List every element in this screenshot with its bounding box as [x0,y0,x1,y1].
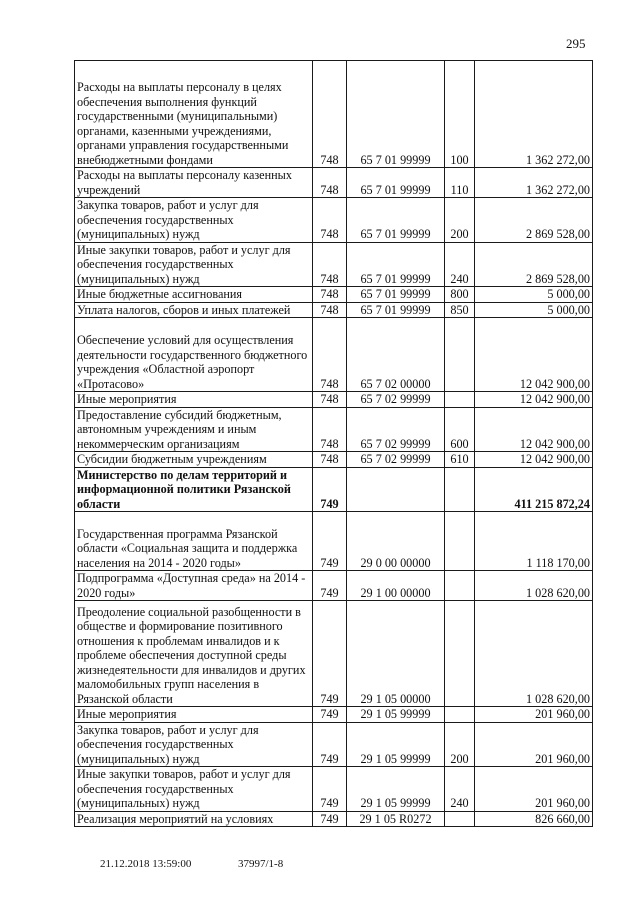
row-name: Иные мероприятия [75,392,313,408]
row-amount: 1 028 620,00 [475,601,593,707]
table-row [75,722,593,767]
row-amount: 5 000,00 [475,287,593,303]
row-name: Закупка товаров, работ и услуг для обеспечения государственных (муниципальных) нужд [75,198,313,243]
row-name: Министерство по делам территорий и информационной политики Рязанской области [75,467,313,512]
row-grbs-code: 749 [313,811,347,827]
row-amount: 201 960,00 [475,707,593,723]
row-amount: 826 660,00 [475,811,593,827]
row-amount: 201 960,00 [475,767,593,812]
row-target-article: 65 7 01 99999 [347,287,445,303]
row-grbs-code: 749 [313,601,347,707]
row-expense-type: 200 [445,198,475,243]
row-target-article: 65 7 01 99999 [347,198,445,243]
row-amount: 12 042 900,00 [475,407,593,452]
row-name: Государственная программа Рязанской области «Социальная защита и поддержка населения на 2014 - 2020 годы» [75,512,313,571]
footer-timestamp: 21.12.2018 13:59:00 [100,858,192,870]
table-row [75,512,593,571]
row-name: Иные мероприятия [75,707,313,723]
row-amount: 12 042 900,00 [475,318,593,392]
row-expense-type: 610 [445,452,475,468]
row-target-article: 29 0 00 00000 [347,512,445,571]
row-grbs-code: 749 [313,512,347,571]
row-grbs-code: 748 [313,242,347,287]
row-grbs-code: 748 [313,198,347,243]
row-expense-type: 800 [445,287,475,303]
row-name: Закупка товаров, работ и услуг для обеспечения государственных (муниципальных) нужд [75,722,313,767]
row-expense-type [445,601,475,707]
row-name: Уплата налогов, сборов и иных платежей [75,302,313,318]
row-grbs-code: 749 [313,571,347,601]
row-target-article: 29 1 05 99999 [347,767,445,812]
row-expense-type: 240 [445,242,475,287]
table-row [75,571,593,601]
table-row [75,287,593,303]
row-expense-type: 100 [445,61,475,168]
row-grbs-code: 748 [313,168,347,198]
row-amount: 411 215 872,24 [475,467,593,512]
row-grbs-code: 749 [313,767,347,812]
row-amount: 201 960,00 [475,722,593,767]
row-grbs-code: 748 [313,452,347,468]
row-amount: 5 000,00 [475,302,593,318]
row-target-article: 29 1 00 00000 [347,571,445,601]
row-target-article: 65 7 02 99999 [347,407,445,452]
row-name: Иные бюджетные ассигнования [75,287,313,303]
row-target-article: 65 7 01 99999 [347,61,445,168]
row-amount: 12 042 900,00 [475,452,593,468]
table-row [75,168,593,198]
table-row [75,242,593,287]
row-target-article [347,467,445,512]
row-expense-type [445,571,475,601]
row-expense-type: 110 [445,168,475,198]
table-row [75,392,593,408]
budget-table [74,60,593,827]
row-expense-type [445,811,475,827]
row-amount: 1 118 170,00 [475,512,593,571]
row-amount: 12 042 900,00 [475,392,593,408]
row-name: Расходы на выплаты персоналу казенных учреждений [75,168,313,198]
row-target-article: 65 7 02 00000 [347,318,445,392]
row-target-article: 65 7 01 99999 [347,242,445,287]
row-grbs-code: 749 [313,467,347,512]
page-number: 295 [566,36,586,51]
table-row [75,198,593,243]
table-row [75,407,593,452]
row-name: Подпрограмма «Доступная среда» на 2014 - 2020 годы» [75,571,313,601]
table-row [75,467,593,512]
table-row [75,811,593,827]
row-amount: 2 869 528,00 [475,242,593,287]
row-grbs-code: 748 [313,61,347,168]
row-grbs-code: 749 [313,722,347,767]
table-row [75,61,593,168]
row-grbs-code: 749 [313,707,347,723]
row-target-article: 29 1 05 00000 [347,601,445,707]
row-expense-type [445,392,475,408]
row-name: Преодоление социальной разобщенности в обществе и формирование позитивного отношения к проблемам инвалидов и к проблеме обеспечения доступной среды жизнедеятельности для инвалидов и других маломобильных групп населения в Рязанской области [75,601,313,707]
row-grbs-code: 748 [313,287,347,303]
row-target-article: 65 7 02 99999 [347,392,445,408]
row-name: Иные закупки товаров, работ и услуг для обеспечения государственных (муниципальных) нужд [75,242,313,287]
row-expense-type: 240 [445,767,475,812]
row-name: Расходы на выплаты персоналу в целях обеспечения выполнения функций государственными (муниципальными) органами, казенными учреждениями, органами управления государственными внебюджетными фондами [75,61,313,168]
row-amount: 1 362 272,00 [475,61,593,168]
footer-doc-code: 37997/1-8 [238,858,284,870]
table-row [75,767,593,812]
row-name: Обеспечение условий для осуществления деятельности государственного бюджетного учреждения «Областной аэропорт «Протасово» [75,318,313,392]
row-name: Предоставление субсидий бюджетным, автономным учреждениям и иным некоммерческим организациям [75,407,313,452]
table-row [75,318,593,392]
row-expense-type: 600 [445,407,475,452]
row-grbs-code: 748 [313,392,347,408]
row-target-article: 29 1 05 R0272 [347,811,445,827]
table-row [75,707,593,723]
row-target-article: 65 7 02 99999 [347,452,445,468]
row-target-article: 29 1 05 99999 [347,707,445,723]
row-name: Реализация мероприятий на условиях [75,811,313,827]
row-grbs-code: 748 [313,318,347,392]
row-target-article: 65 7 01 99999 [347,168,445,198]
row-name: Субсидии бюджетным учреждениям [75,452,313,468]
row-amount: 2 869 528,00 [475,198,593,243]
row-target-article: 65 7 01 99999 [347,302,445,318]
row-target-article: 29 1 05 99999 [347,722,445,767]
row-expense-type [445,318,475,392]
table-row [75,452,593,468]
row-amount: 1 028 620,00 [475,571,593,601]
table-row [75,302,593,318]
table-row [75,601,593,707]
row-expense-type [445,467,475,512]
row-expense-type: 850 [445,302,475,318]
row-expense-type [445,707,475,723]
row-grbs-code: 748 [313,302,347,318]
row-expense-type [445,512,475,571]
row-grbs-code: 748 [313,407,347,452]
row-name: Иные закупки товаров, работ и услуг для обеспечения государственных (муниципальных) нужд [75,767,313,812]
row-amount: 1 362 272,00 [475,168,593,198]
row-expense-type: 200 [445,722,475,767]
